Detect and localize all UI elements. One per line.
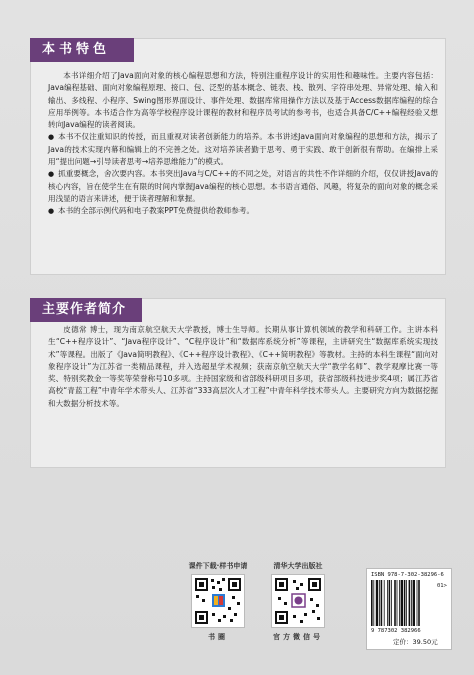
bullet-icon: ● xyxy=(48,133,55,142)
isbn-text: ISBN 978-7-302-38296-6 xyxy=(371,572,444,578)
footer xyxy=(0,560,474,675)
isbn-barcode xyxy=(366,568,452,650)
qr-block-left xyxy=(176,560,260,642)
author-text xyxy=(48,324,438,410)
qr-code-left-icon[interactable] xyxy=(191,574,245,628)
qr-left-caption: 课件下载·样书申请 xyxy=(188,562,248,570)
qr-code-right-icon[interactable] xyxy=(271,574,325,628)
bullet-icon: ● xyxy=(48,207,55,216)
feature-bullet-1: ● 本书不仅注重知识的传授，而且重视对读者创新能力的培养。本书讲述Java面向对象编程的思想和方法，揭示了Java的技术实现内幕和编辑上的不完善之处。这对培养读者勤于思考、勇于实践、敢于创新很有帮助。在编排上采用“提出问题→引导读者思考→培养思维能力”的模式。 xyxy=(48,132,438,167)
qr-right-caption: 清华大学出版社 xyxy=(273,562,323,570)
price-code: 01> xyxy=(437,583,447,589)
qr-right-label: 官方微信号 xyxy=(273,633,323,641)
barcode-digits: 9 787302 382966 xyxy=(371,628,421,634)
features-intro: 本书详细介绍了Java面向对象的核心编程思想和方法，特别注重程序设计的实用性和趣味性。主要内容包括：Java编程基础、面向对象编程原理、接口、包、泛型的基本概念、链表、栈、散列、字符串处理、异常处理、输入和输出、多线程、小程序、Swing图形界面设计、事件处理、数据库常用操作方法以及基于Access数据库编程的综合应用举例等。本书适合作为高等学校程序设计课程的教材和程序员考试的参考书，也适合具备C/C++编程经验又想转向Java编程的读者阅读。 xyxy=(48,71,438,130)
barcode-icon xyxy=(371,580,435,626)
bullet-icon: ● xyxy=(48,170,55,179)
features-heading: 本书特色 xyxy=(30,38,134,62)
author-heading: 主要作者简介 xyxy=(30,298,142,322)
author-bio: 皮德常 博士，现为南京航空航天大学教授，博士生导师。长期从事计算机领域的教学和科研工作。主讲本科生“C++程序设计”、“Java程序设计”、“C程序设计”和“数据库系统分析”等课程，主讲研究生“数据库系统实现技术”等课程。出版了《Java简明教程》、《C++程序设计教程》、《C++简明教程》等教材。主持的本科生课程“面向对象程序设计”为江苏省一类精品课程，并入选超星学术视频；获南京航空航天大学“教学名师”、教学观摩比赛一等奖、特别奖教金一等奖等荣誉称号10多项。主持国家级和省部级科研项目多项，获省部级科技进步奖4项；属江苏省高校“青蓝工程”中青年学术带头人、江苏省“333高层次人才工程”中青年科学技术带头人。主要研究方向为数据挖掘和大数据分析技术等。 xyxy=(48,325,438,408)
price-label: 定价：39.50元 xyxy=(393,638,438,646)
features-text xyxy=(48,70,438,218)
qr-block-right xyxy=(256,560,340,642)
qr-left-label: 书圈 xyxy=(208,633,228,641)
feature-bullet-3: ● 本书的全部示例代码和电子教案PPT免费提供给教师参考。 xyxy=(48,205,438,217)
feature-bullet-2: ● 抓重要概念，舍次要内容。本书突出Java与C/C++的不同之处，对语言的共性不作详细的介绍，仅仅讲授Java的核心内容，旨在使学生在有限的时间内掌握Java编程的核心思想。本书语言通俗、风趣，将复杂的面向对象的概念采用浅显的语言来讲述，便于读者理解和掌握。 xyxy=(48,169,438,203)
